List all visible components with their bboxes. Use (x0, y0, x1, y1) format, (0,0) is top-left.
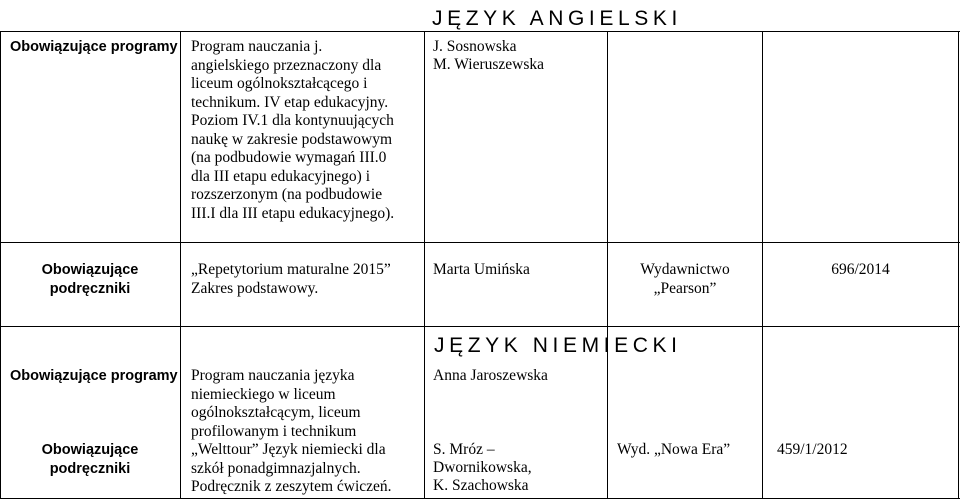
english-approval-number: 696/2014 (831, 261, 890, 278)
table-border-right (958, 31, 959, 499)
english-textbooks-label-1: Obowiązujące (41, 262, 139, 278)
german-publisher: Wyd. „Nowa Era” (617, 441, 731, 458)
english-program-author-1: J. Sosnowska (433, 38, 517, 55)
english-textbooks-label-2: podręczniki (49, 281, 131, 297)
german-textbooks-label-2: podręczniki (49, 461, 131, 477)
english-publisher-line-2: „Pearson” (653, 280, 717, 297)
english-program-description: Program nauczania j. angielskiego przeznaczony dla liceum ogólnokształcącego i technikum. IV etap edukacyjny. Poziom IV.1 dla kontynuujących naukę w zakresie podstawowym (na podbudowie wymagań III.0 dla III etapu edukacyjnego) i rozszerzonym (na podbudowie III.I dla III etapu edukacyjnego). (191, 38, 395, 222)
column-divider (424, 31, 425, 499)
german-textbook-author-1: S. Mróz – (433, 441, 495, 458)
german-program-author: Anna Jaroszewska (433, 367, 548, 384)
table-row-divider (0, 242, 960, 243)
english-program-author-2: M. Wieruszewska (433, 56, 545, 73)
column-divider (180, 31, 181, 499)
german-textbook-author-3: K. Szachowska (433, 477, 529, 494)
german-programs-label: Obowiązujące programy (10, 368, 178, 384)
english-publisher-line-1: Wydawnictwo (640, 261, 730, 278)
german-heading: JĘZYK NIEMIECKI (434, 334, 682, 357)
table-row-divider (0, 326, 960, 327)
german-program-description: Program nauczania języka niemieckiego w liceum ogólnokształcącym, liceum profilowanym i technikum (191, 367, 361, 440)
english-programs-label: Obowiązujące programy (10, 39, 178, 55)
german-textbook-author-2: Dwornikowska, (433, 459, 532, 476)
german-textbook-title: „Welttour” Język niemiecki dla szkół ponadgimnazjalnych. Podręcznik z zeszytem ćwiczeń. (191, 441, 392, 495)
german-approval-number: 459/1/2012 (777, 441, 848, 458)
english-textbook-title: „Repetytorium maturalne 2015” Zakres podstawowy. (191, 261, 391, 297)
german-textbooks-label-1: Obowiązujące (41, 442, 139, 458)
english-heading: JĘZYK ANGIELSKI (432, 7, 682, 30)
english-textbook-author: Marta Umińska (433, 261, 530, 278)
